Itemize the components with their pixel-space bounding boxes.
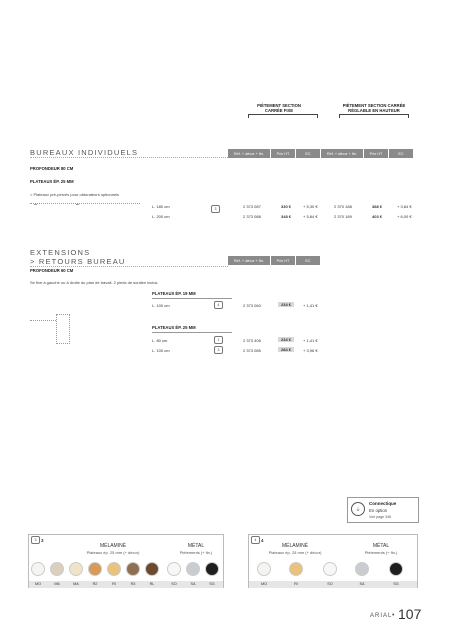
- s2-g1-row1-price: 234 €: [278, 302, 294, 307]
- swatch-label-mo: MO: [34, 582, 42, 586]
- s2-g1-row1-size: L. 100 cm: [152, 303, 170, 308]
- section1-header-row: [228, 149, 414, 158]
- note-1: > Plateaux pré-percés pour obturateurs optionnels: [30, 192, 120, 197]
- s1-row1-ref1: 2 373 087: [243, 204, 261, 209]
- s2-g2-row2-ec: + 3,96 €: [303, 348, 318, 353]
- swatch-sa[interactable]: [186, 562, 200, 576]
- swatch-label-r2: R2: [92, 582, 98, 586]
- palette-2: [248, 534, 418, 588]
- swatch-label-so: SO: [171, 582, 177, 586]
- swatch-label-ma: MA: [73, 582, 79, 586]
- note-2: Se fixe à gauche ou à droite du plan de travail. 2 pieds de soutien inclus.: [30, 280, 159, 285]
- finish-icon-3: [211, 205, 220, 213]
- leg-drawing-adjustable: [339, 114, 409, 118]
- palette-2-num: 4: [254, 538, 257, 542]
- plateaux-label-1: PLATEAUX ÉP. 25 MM: [30, 179, 74, 184]
- finish-icon-3b-num: 3: [217, 348, 220, 352]
- s1-row2-price1: 348 €: [281, 214, 292, 219]
- hdr-ref: Réf. + décor + fin.: [228, 149, 270, 158]
- palette-1-num-label: 3: [41, 538, 44, 543]
- col-header-adjustable-text: PIÈTEMENT SECTION CARRÉE RÉGLABLE EN HAUTEUR: [342, 103, 406, 113]
- s1-row1-price2: 388 €: [372, 204, 383, 209]
- hdr2-ref: Réf. + décor + fin.: [228, 256, 270, 265]
- s2-g2-row2-ref: 2 373 085: [243, 348, 261, 353]
- hdr-ec: EC: [296, 149, 320, 158]
- swatch-mo[interactable]: [31, 562, 45, 576]
- swatch-mo[interactable]: [257, 562, 271, 576]
- swatch-so[interactable]: [167, 562, 181, 576]
- swatch-label-ri: RI: [294, 582, 298, 586]
- finish-icon-3-num: 3: [214, 207, 217, 211]
- desk-leg-right: [76, 204, 79, 205]
- swatch-rl[interactable]: [145, 562, 159, 576]
- palette-1-melamine: MÉLAMINÉ: [99, 543, 127, 549]
- swatch-label-rl: RL: [149, 582, 155, 586]
- col-header-fixed-text: PIÈTEMENT SECTION CARRÉE FIXE: [257, 103, 301, 113]
- swatch-sg[interactable]: [389, 562, 403, 576]
- swatch-ri[interactable]: [289, 562, 303, 576]
- col-header-fixed: [248, 103, 310, 118]
- finish-icon-4-num: 4: [217, 303, 220, 307]
- plug-icon: ⏚: [351, 502, 365, 516]
- s2-g2-row1-size: L. 80 cm: [152, 338, 168, 343]
- leg-drawing-fixed: [248, 114, 318, 118]
- connectique-box[interactable]: [347, 497, 419, 523]
- s2-g2-row1-ref: 2 373 406: [243, 338, 261, 343]
- finish-icon-4: [214, 301, 223, 309]
- swatch-m6[interactable]: [50, 562, 64, 576]
- hdr2-price: Prix HT: [271, 256, 295, 265]
- plateaux-label-25: PLATEAUX ÉP. 25 MM: [152, 325, 196, 330]
- hdr-ec-2: EC: [389, 149, 413, 158]
- connectique-title: Connectique: [369, 501, 397, 506]
- section-title-returns: > RETOURS BUREAU: [30, 257, 228, 267]
- depth-label-1: PROFONDEUR 80 CM: [30, 166, 74, 171]
- palette-1-metal-sub: Piètements (+ fin.): [179, 550, 213, 555]
- palette-1: [28, 534, 224, 588]
- swatch-label-m6: M6: [54, 582, 60, 586]
- footer-page-number: 107: [398, 606, 422, 622]
- swatch-label-sa: SA: [190, 582, 196, 586]
- swatch-ma[interactable]: [69, 562, 83, 576]
- swatch-r3[interactable]: [126, 562, 140, 576]
- return-drawing-shape: [56, 314, 70, 344]
- s1-row2-ec2: + 6,00 €: [397, 214, 412, 219]
- rule-19: [152, 298, 232, 299]
- palette-2-metal-sub: Piètements (+ fin.): [364, 550, 398, 555]
- finish-icon-1: [214, 336, 223, 344]
- swatch-label-ri: RI: [112, 582, 116, 586]
- s2-g1-row1-ec: + 1,41 €: [303, 303, 318, 308]
- s1-row1-ec1: + 5,30 €: [303, 204, 318, 209]
- palette-1-metal: MÉTAL: [187, 543, 205, 549]
- s1-row2-price2: 403 €: [372, 214, 383, 219]
- col-header-adjustable: [338, 103, 410, 118]
- connectique-link[interactable]: Voir page 346: [369, 515, 392, 519]
- finish-icon-3b: [214, 346, 223, 354]
- section-title-individual: BUREAUX INDIVIDUELS: [30, 148, 228, 158]
- section-title-extensions: EXTENSIONS: [30, 248, 91, 257]
- section2-header-row: [228, 256, 321, 265]
- hdr-price-2: Prix HT: [364, 149, 388, 158]
- return-drawing: [30, 314, 74, 348]
- swatch-sa[interactable]: [355, 562, 369, 576]
- s2-g2-row2-price: 284 €: [278, 347, 294, 352]
- plateaux-label-19: PLATEAUX ÉP. 19 MM: [152, 291, 196, 296]
- palette-2-num-label: 4: [261, 538, 264, 543]
- finish-icon-1-num: 1: [217, 338, 220, 342]
- swatch-label-sa: SA: [359, 582, 365, 586]
- swatch-label-r3: R3: [130, 582, 136, 586]
- s1-row2-ec1: + 5,84 €: [303, 214, 318, 219]
- s1-row1-size: L. 180 cm: [152, 204, 170, 209]
- swatch-label-mo: MO: [260, 582, 268, 586]
- swatch-so[interactable]: [323, 562, 337, 576]
- palette-1-melamine-sub: Plateaux ép. 25 mm (+ décor): [86, 550, 140, 555]
- s1-row2-size: L. 200 cm: [152, 214, 170, 219]
- swatch-r2[interactable]: [88, 562, 102, 576]
- palette-2-melamine-sub: Plateaux ép. 25 mm (+ décor): [268, 550, 322, 555]
- swatch-sg[interactable]: [205, 562, 219, 576]
- s1-row1-price1: 330 €: [281, 204, 292, 209]
- s1-row1-ref2: 2 370 188: [334, 204, 352, 209]
- s2-g2-row1-ec: + 1,41 €: [303, 338, 318, 343]
- s2-g1-row1-ref: 2 373 060: [243, 303, 261, 308]
- swatch-ri[interactable]: [107, 562, 121, 576]
- return-drawing-line: [30, 320, 56, 321]
- s1-row2-ref1: 2 373 088: [243, 214, 261, 219]
- hdr-ref-2: Réf. + décor + fin.: [321, 149, 363, 158]
- s1-row2-ref2: 2 370 189: [334, 214, 352, 219]
- palette-1-icon: [31, 536, 40, 544]
- swatch-label-sg: SG: [209, 582, 215, 586]
- palette-2-melamine: MÉLAMINÉ: [281, 543, 309, 549]
- palette-1-num: 3: [34, 538, 37, 542]
- desk-drawing: [30, 203, 140, 233]
- swatch-label-sg: SG: [393, 582, 399, 586]
- palette-2-metal: MÉTAL: [372, 543, 390, 549]
- swatch-label-so: SO: [327, 582, 333, 586]
- s2-g2-row2-size: L. 100 cm: [152, 348, 170, 353]
- desk-leg-left: [34, 204, 37, 205]
- connectique-sub: En option: [369, 508, 388, 513]
- footer-brand: ARIAL: [370, 613, 393, 619]
- s2-g2-row1-price: 234 €: [278, 337, 294, 342]
- hdr-price: Prix HT: [271, 149, 295, 158]
- hdr2-ec: EC: [296, 256, 320, 265]
- s1-row1-ec2: + 3,84 €: [397, 204, 412, 209]
- depth-label-2: PROFONDEUR 60 CM: [30, 268, 74, 273]
- footer-bullet: •: [392, 612, 395, 619]
- rule-25: [152, 332, 232, 333]
